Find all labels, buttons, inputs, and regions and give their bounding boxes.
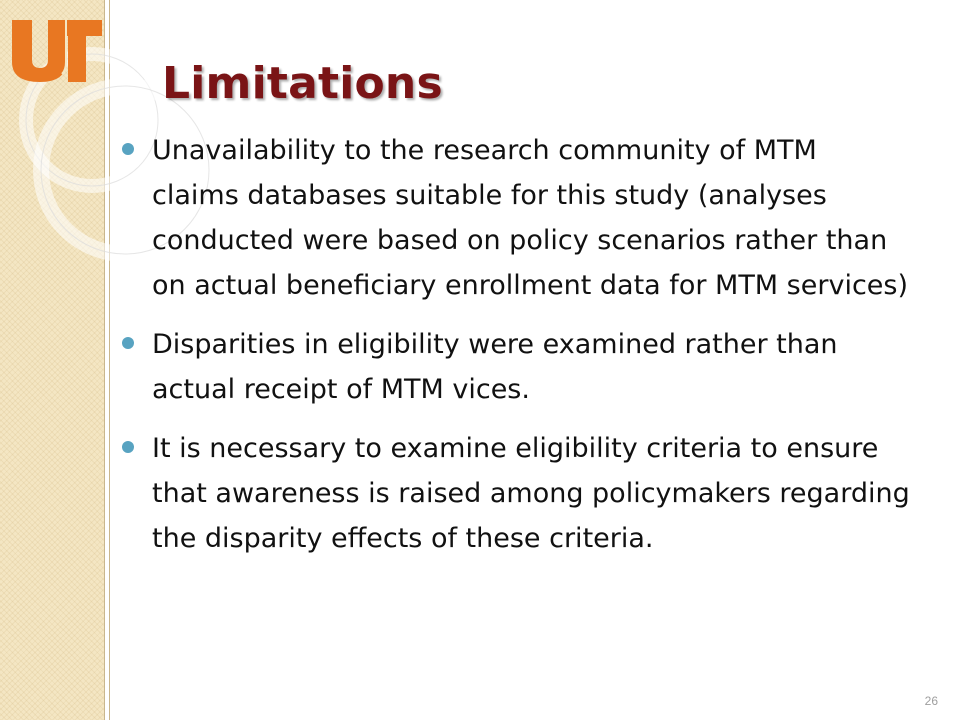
bullet-item	[122, 128, 910, 308]
circle-bullet-icon	[122, 143, 134, 155]
circle-bullet-icon	[122, 337, 134, 349]
slide-title: Limitations	[162, 58, 443, 109]
bullet-item	[122, 322, 910, 412]
page-number: 26	[924, 694, 938, 708]
bullet-text: Disparities in eligibility were examined rather than actual receipt of MTM vices.	[152, 329, 838, 405]
circle-bullet-icon	[122, 441, 134, 453]
bullet-list	[122, 128, 910, 575]
ut-logo-icon	[8, 12, 104, 88]
bullet-text: It is necessary to examine eligibility criteria to ensure that awareness is raised among policymakers regarding the disparity effects of these criteria.	[152, 433, 910, 554]
bullet-text: Unavailability to the research community of MTM claims databases suitable for this study (analyses conducted were based on policy scenarios rather than on actual beneficiary enrollment data for MTM services)	[152, 135, 908, 301]
bullet-item	[122, 426, 910, 561]
